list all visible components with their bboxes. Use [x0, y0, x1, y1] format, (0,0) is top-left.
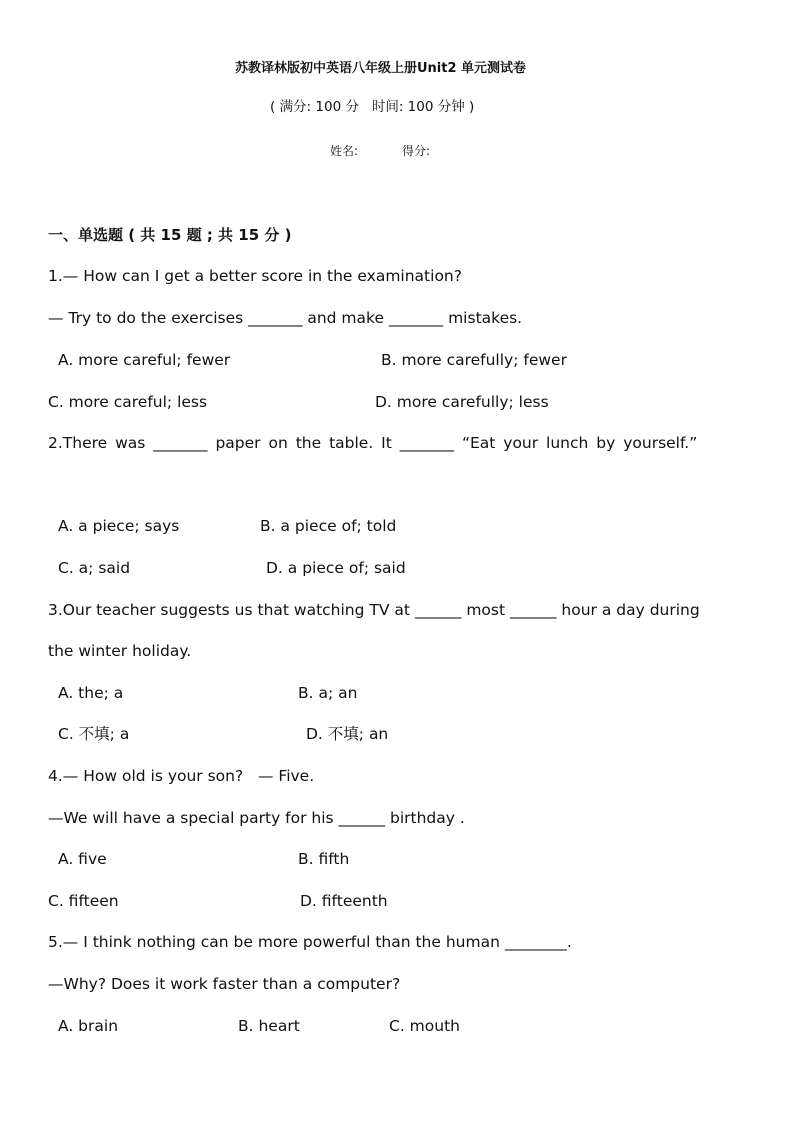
- question-2-option-b[interactable]: B. a piece of; told: [260, 517, 397, 535]
- exam-subtitle: ( 满分: 100 分 时间: 100 分钟 ): [270, 99, 475, 115]
- question-4-stem: 4.— How old is your son? — Five.: [48, 767, 315, 785]
- question-3-option-b[interactable]: B. a; an: [298, 684, 358, 702]
- question-5-option-b[interactable]: B. heart: [238, 1017, 300, 1035]
- question-5-option-a[interactable]: A. brain: [58, 1017, 119, 1035]
- question-5-line-2: —Why? Does it work faster than a computer?: [48, 975, 401, 993]
- question-1-option-a[interactable]: A. more careful; fewer: [58, 351, 231, 369]
- question-3-option-c[interactable]: C. 不填; a: [58, 725, 130, 743]
- question-3-option-d[interactable]: D. 不填; an: [306, 725, 389, 743]
- question-1-option-d[interactable]: D. more carefully; less: [375, 393, 549, 411]
- question-1-stem: 1.— How can I get a better score in the examination?: [48, 267, 462, 285]
- question-3-line-2: the winter holiday.: [48, 642, 192, 660]
- exam-title: 苏教译林版初中英语八年级上册Unit2 单元测试卷: [235, 61, 527, 76]
- question-1-line-2: — Try to do the exercises _______ and make _______ mistakes.: [48, 309, 523, 327]
- question-2-option-c[interactable]: C. a; said: [58, 559, 131, 577]
- question-1-option-b[interactable]: B. more carefully; fewer: [381, 351, 567, 369]
- question-5-option-c[interactable]: C. mouth: [389, 1017, 460, 1035]
- question-4-option-c[interactable]: C. fifteen: [48, 892, 119, 910]
- section-title: 一、单选题 ( 共 15 题 ; 共 15 分 ): [48, 226, 292, 244]
- question-5-stem: 5.— I think nothing can be more powerful than the human ________.: [48, 933, 572, 951]
- question-4-option-b[interactable]: B. fifth: [298, 850, 350, 868]
- question-4-option-a[interactable]: A. five: [58, 850, 107, 868]
- score-label: 得分:: [402, 144, 431, 158]
- question-4-line-2: —We will have a special party for his ______ birthday .: [48, 809, 465, 827]
- question-3-option-a[interactable]: A. the; a: [58, 684, 124, 702]
- question-3-stem: 3.Our teacher suggests us that watching TV at ______ most ______ hour a day during: [48, 601, 700, 619]
- question-2-option-a[interactable]: A. a piece; says: [58, 517, 180, 535]
- question-4-option-d[interactable]: D. fifteenth: [300, 892, 388, 910]
- question-1-option-c[interactable]: C. more careful; less: [48, 393, 208, 411]
- name-label: 姓名:: [330, 144, 359, 158]
- question-2-option-d[interactable]: D. a piece of; said: [266, 559, 406, 577]
- question-2-stem: 2.There was _______ paper on the table. It _______ “Eat your lunch by yourself.”: [48, 434, 698, 452]
